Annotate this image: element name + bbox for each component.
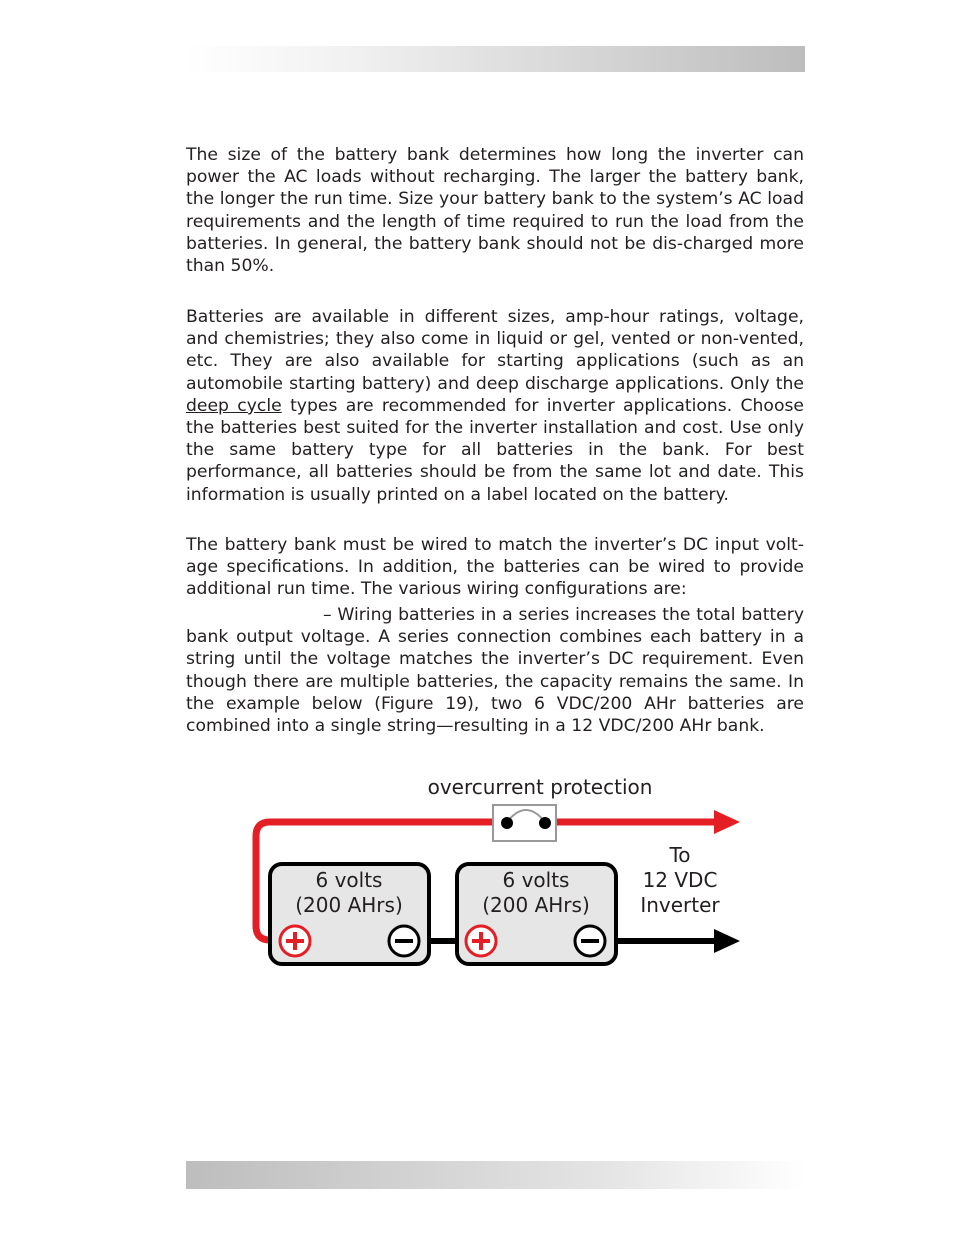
battery-1-capacity: (200 AHrs)	[295, 893, 403, 917]
output-label-line-3: Inverter	[640, 893, 720, 917]
header-bar	[186, 46, 805, 72]
paragraph-battery-types	[186, 306, 804, 506]
positive-arrow-head	[714, 810, 740, 834]
footer-bar	[186, 1161, 805, 1189]
output-label-line-1: To	[669, 843, 691, 867]
paragraph-series-wiring	[186, 604, 804, 737]
battery-2-capacity: (200 AHrs)	[482, 893, 590, 917]
fuse-terminal-left	[501, 817, 513, 829]
battery-1-voltage: 6 volts	[315, 868, 383, 892]
output-label-line-2: 12 VDC	[642, 868, 718, 892]
series-wiring-diagram	[0, 760, 954, 990]
paragraph-battery-bank-size: The size of the battery bank determines how long the inverter can power the AC loads without recharging. The larger the battery bank, the longer the run time. Size your battery bank to the system’s AC load requirements and the length of time required to run the load from the batteries. In general, the battery bank should not be dis-charged more than 50%.	[186, 145, 804, 277]
fuse-label: overcurrent protection	[427, 775, 653, 799]
paragraph-wiring-intro: The battery bank must be wired to match the inverter’s DC input volt-age specifications. In addition, the batteries can be wired to provide additional run time. The various wiring configurations are:	[186, 535, 804, 600]
paragraph-text: – Wiring batteries in a series increases the total battery bank output voltage. A series connection combines each battery in a string until the voltage matches the inverter’s DC requirement. Even though there are multiple batteries, the capacity remains the same. In the example below (Figure 19), two 6 VDC/200 AHr batteries are combined into a single string—resulting in a 12 VDC/200 AHr bank.	[186, 605, 804, 737]
paragraph-text: Batteries are available in different sizes, amp-hour ratings, voltage, and chemistries; they also come in liquid or gel, vented or non-vented, etc. They are also available for starting applications (such as an automobile starting battery) and deep discharge applications. Only the	[186, 307, 804, 394]
fuse-terminal-right	[539, 817, 551, 829]
paragraph-text: types are recommended for inverter applications. Choose the batteries best suited for the inverter installation and cost. Use only the same battery type for all batteries in the bank. For best performance, all batteries should be from the same lot and date. This information is usually printed on a label located on the battery.	[186, 395, 804, 505]
battery-2-voltage: 6 volts	[502, 868, 570, 892]
deep-cycle-term: deep cycle	[186, 395, 282, 416]
negative-arrow-head	[714, 929, 740, 953]
